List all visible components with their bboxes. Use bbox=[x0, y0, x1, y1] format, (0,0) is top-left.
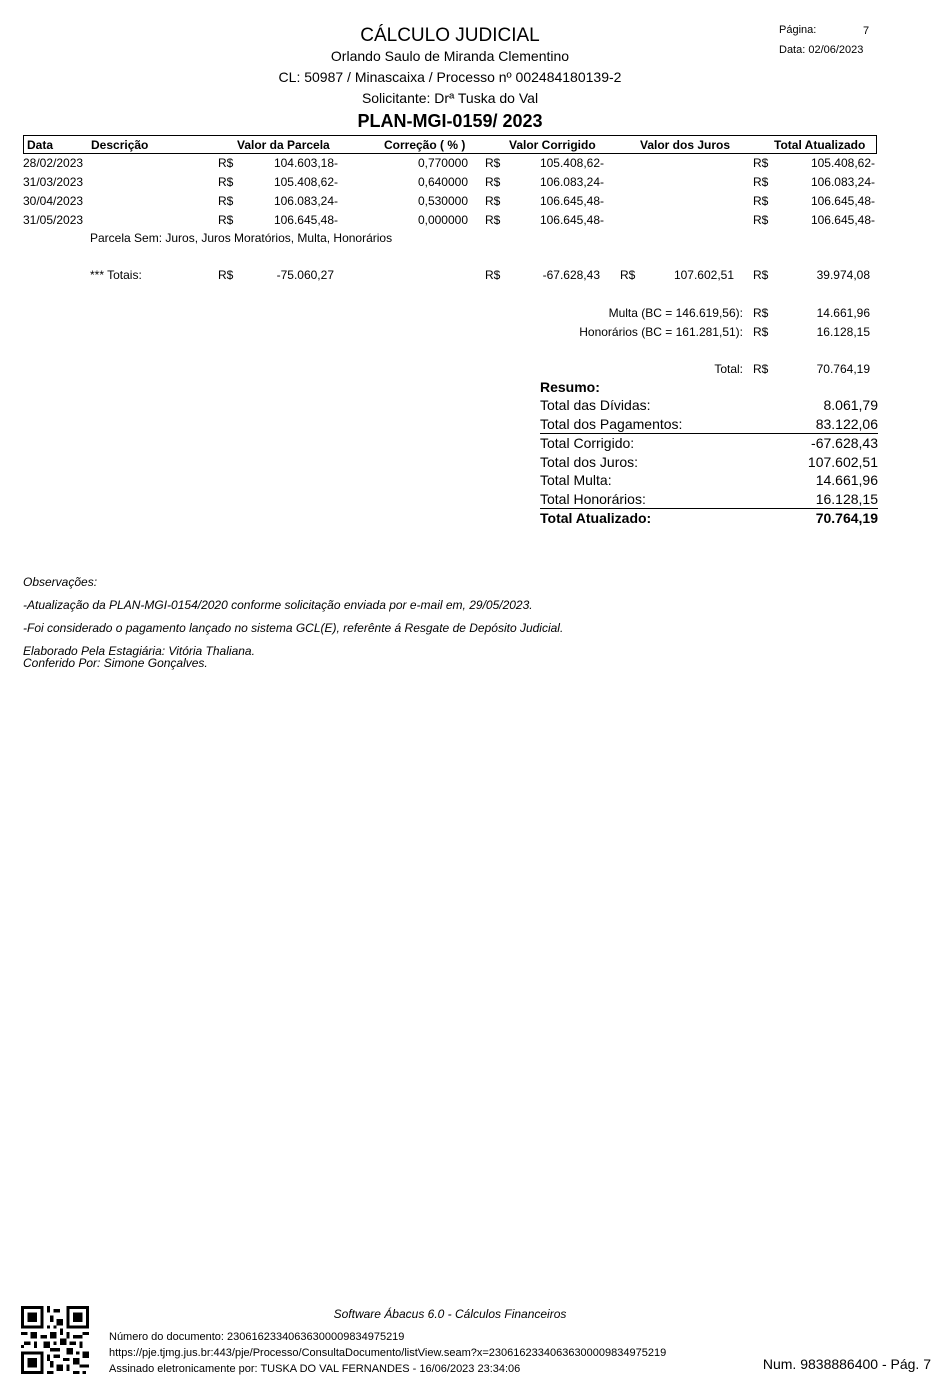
row-currency: R$ bbox=[753, 175, 769, 189]
row-parcela: 105.408,62- bbox=[273, 175, 338, 189]
col-header-data: Data bbox=[27, 138, 54, 152]
page-number: 7 bbox=[863, 25, 870, 37]
row-date: 31/03/2023 bbox=[23, 175, 84, 189]
elaborado-por: Elaborado Pela Estagiária: Vitória Thaliana. bbox=[23, 644, 255, 658]
resumo-label: Total Multa: bbox=[540, 472, 612, 488]
resumo-row bbox=[540, 472, 878, 491]
row-correcao: 0,530000 bbox=[417, 194, 468, 208]
row-correcao: 0,640000 bbox=[417, 175, 468, 189]
resumo-row-total bbox=[540, 510, 878, 529]
row-currency: R$ bbox=[753, 156, 769, 170]
row-currency: R$ bbox=[753, 213, 769, 227]
honorarios-label: Honorários (BC = 161.281,51): bbox=[579, 325, 743, 339]
plan-code: PLAN-MGI-0159/ 2023 bbox=[357, 111, 543, 131]
resumo-label: Total dos Pagamentos: bbox=[540, 416, 683, 432]
row-corrigido: 106.083,24- bbox=[539, 175, 604, 189]
row-currency: R$ bbox=[485, 156, 501, 170]
resumo-row bbox=[540, 397, 878, 416]
row-date: 28/02/2023 bbox=[23, 156, 84, 170]
observacoes-title: Observações: bbox=[23, 575, 98, 589]
row-parcela: 104.603,18- bbox=[273, 156, 338, 170]
row-corrigido: 105.408,62- bbox=[539, 156, 604, 170]
requester: Solicitante: Drª Tuska do Val bbox=[361, 90, 539, 106]
resumo-label: Total Honorários: bbox=[540, 491, 646, 507]
row-total: 105.408,62- bbox=[810, 156, 875, 170]
row-date: 31/05/2023 bbox=[23, 213, 84, 227]
col-header-descricao: Descrição bbox=[91, 138, 149, 152]
resumo-label: Total Corrigido: bbox=[540, 435, 635, 451]
row-total: 106.645,48- bbox=[810, 213, 875, 227]
table-note: Parcela Sem: Juros, Juros Moratórios, Multa, Honorários bbox=[90, 231, 393, 245]
row-currency: R$ bbox=[753, 194, 769, 208]
totals-currency: R$ bbox=[485, 268, 501, 282]
party-name: Orlando Saulo de Miranda Clementino bbox=[330, 48, 570, 64]
document-url[interactable]: https://pje.tjmg.jus.br:443/pje/Processo/ConsultaDocumento/listView.seam?x=23061623340636300009834975219 bbox=[109, 1347, 667, 1359]
resumo-row bbox=[540, 435, 878, 454]
grand-total-value: 70.764,19 bbox=[816, 362, 870, 376]
grand-total-label: Total: bbox=[714, 362, 743, 376]
row-currency: R$ bbox=[218, 175, 234, 189]
multa-label: Multa (BC = 146.619,56): bbox=[608, 306, 743, 320]
resumo-value: 8.061,79 bbox=[823, 397, 878, 413]
document-title: CÁLCULO JUDICIAL bbox=[360, 25, 540, 46]
col-header-total-atualizado: Total Atualizado bbox=[774, 138, 866, 152]
resumo-value: 70.764,19 bbox=[815, 510, 878, 526]
honorarios-value: 16.128,15 bbox=[816, 325, 870, 339]
totals-currency: R$ bbox=[218, 268, 234, 282]
row-correcao: 0,770000 bbox=[417, 156, 468, 170]
document-number: Número do documento: 23061623340636300009834975219 bbox=[109, 1331, 405, 1343]
col-header-valor-parcela: Valor da Parcela bbox=[237, 138, 330, 152]
resumo-divider bbox=[540, 508, 878, 509]
resumo-row bbox=[540, 454, 878, 473]
qr-code-icon bbox=[21, 1306, 89, 1374]
page-label: Página: bbox=[779, 24, 817, 36]
row-currency: R$ bbox=[218, 213, 234, 227]
resumo-value: 107.602,51 bbox=[807, 454, 878, 470]
row-currency: R$ bbox=[485, 213, 501, 227]
honorarios-currency: R$ bbox=[753, 325, 769, 339]
totals-parcela: -75.060,27 bbox=[276, 268, 334, 282]
row-currency: R$ bbox=[485, 175, 501, 189]
row-corrigido: 106.645,48- bbox=[539, 194, 604, 208]
resumo-label: Total Atualizado: bbox=[540, 510, 652, 526]
col-header-valor-juros: Valor dos Juros bbox=[640, 138, 731, 152]
resumo-divider bbox=[540, 433, 878, 434]
resumo-value: 14.661,96 bbox=[815, 472, 878, 488]
software-label: Software Ábacus 6.0 - Cálculos Financeiros bbox=[333, 1307, 567, 1321]
signature-line: Assinado eletronicamente por: TUSKA DO VAL FERNANDES - 16/06/2023 23:34:06 bbox=[109, 1363, 521, 1375]
observacao-line: -Atualização da PLAN-MGI-0154/2020 conforme solicitação enviada por e-mail em, 29/05/2023. bbox=[23, 598, 533, 612]
resumo-value: -67.628,43 bbox=[811, 435, 878, 451]
resumo-label: Total das Dívidas: bbox=[540, 397, 651, 413]
totals-currency: R$ bbox=[753, 268, 769, 282]
multa-currency: R$ bbox=[753, 306, 769, 320]
row-correcao: 0,000000 bbox=[417, 213, 468, 227]
totals-juros: 107.602,51 bbox=[673, 268, 734, 282]
resumo-label: Total dos Juros: bbox=[540, 454, 639, 470]
row-date: 30/04/2023 bbox=[23, 194, 84, 208]
row-currency: R$ bbox=[218, 156, 234, 170]
col-header-valor-corrigido: Valor Corrigido bbox=[509, 138, 596, 152]
totals-total: 39.974,08 bbox=[816, 268, 870, 282]
observacao-line: -Foi considerado o pagamento lançado no sistema GCL(E), referênte á Resgate de Depósito Judicial. bbox=[23, 621, 564, 635]
resumo-value: 16.128,15 bbox=[815, 491, 878, 507]
date-label: Data: 02/06/2023 bbox=[779, 44, 864, 56]
totals-currency: R$ bbox=[620, 268, 636, 282]
page-footer-number: Num. 9838886400 - Pág. 7 bbox=[762, 1356, 931, 1372]
col-header-correcao: Correção ( % ) bbox=[384, 138, 466, 152]
grand-total-currency: R$ bbox=[753, 362, 769, 376]
multa-value: 14.661,96 bbox=[816, 306, 870, 320]
conferido-por: Conferido Por: Simone Gonçalves. bbox=[23, 656, 208, 670]
row-total: 106.645,48- bbox=[810, 194, 875, 208]
totals-corrigido: -67.628,43 bbox=[542, 268, 600, 282]
resumo-title: Resumo: bbox=[540, 379, 600, 395]
totals-label: *** Totais: bbox=[90, 268, 142, 282]
row-currency: R$ bbox=[218, 194, 234, 208]
table-header bbox=[23, 135, 877, 154]
row-total: 106.083,24- bbox=[810, 175, 875, 189]
resumo-value: 83.122,06 bbox=[815, 416, 878, 432]
row-currency: R$ bbox=[485, 194, 501, 208]
row-parcela: 106.645,48- bbox=[273, 213, 338, 227]
process-line: CL: 50987 / Minascaixa / Processo nº 002484180139-2 bbox=[278, 69, 622, 85]
row-corrigido: 106.645,48- bbox=[539, 213, 604, 227]
row-parcela: 106.083,24- bbox=[273, 194, 338, 208]
